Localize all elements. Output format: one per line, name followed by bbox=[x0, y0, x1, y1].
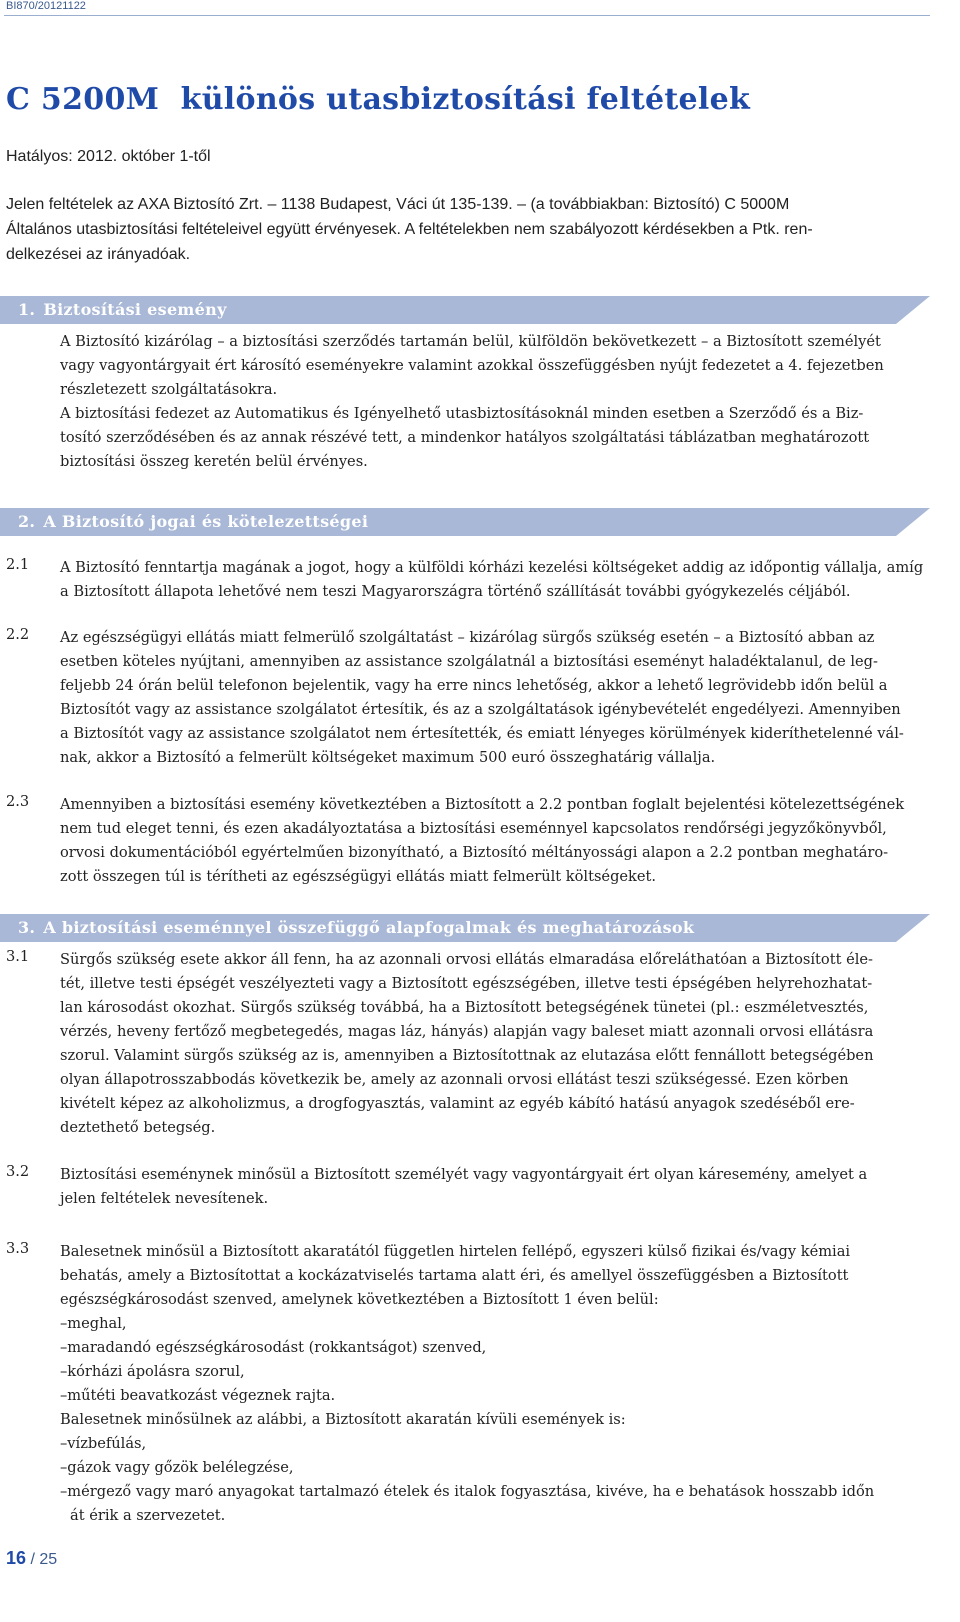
section-header-3 bbox=[0, 914, 960, 942]
intro-line: Általános utasbiztosítási feltételeivel együtt érvényesek. A feltételekben nem szabályozott kérdésekben a Ptk. ren- bbox=[6, 221, 813, 238]
body-line: nem tud eleget tenni, és ezen akadályoztatása a biztosítási eseménnyel kapcsolatos rendőrségi jegyzőkönyvből, bbox=[60, 820, 887, 837]
list-item: –gázok vagy gőzök belélegzése, bbox=[60, 1459, 294, 1476]
body-line: Biztosítót vagy az assistance szolgálatot értesítik, és az a szolgáltatások igénybevételét engedélyezi. Amennyiben bbox=[60, 701, 901, 718]
intro-line: Jelen feltételek az AXA Biztosító Zrt. – 1138 Budapest, Váci út 135-139. – (a továbbiakban: Biztosító) C 5000M bbox=[6, 196, 790, 213]
body-line: deztethető betegség. bbox=[60, 1119, 216, 1136]
body-line: tét, illetve testi épségét veszélyezteti vagy a Biztosított egészségében, illetve testi épségében helyrehozhatat- bbox=[60, 975, 873, 992]
list-item: –műtéti beavatkozást végeznek rajta. bbox=[60, 1387, 336, 1404]
list-item: –maradandó egészségkárosodást (rokkantságot) szenved, bbox=[60, 1339, 487, 1356]
body-line: szorul. Valamint sürgős szükség az is, amennyiben a Biztosítottnak az elutazása előtt fennállott betegségében bbox=[60, 1047, 874, 1064]
body-line: A biztosítási fedezet az Automatikus és Igényelhető utasbiztosításoknál minden esetben a Szerződő és a Biz- bbox=[60, 405, 864, 422]
body-line: lan károsodást okozhat. Sürgős szükség továbbá, ha a Biztosított betegségének tünetei (pl.: eszméletvesztés, bbox=[60, 999, 869, 1016]
body-line: a Biztosítót vagy az assistance szolgálatot nem értesítették, és emiatt lényeges körülmények kideríthetelenné vál- bbox=[60, 725, 904, 742]
paragraph-3-3 bbox=[60, 1240, 930, 1528]
section-1-body bbox=[60, 330, 930, 474]
body-line: A Biztosító fenntartja magának a jogot, hogy a külföldi kórházi kezelési költségeket addig az időpontig vállalja, amíg bbox=[60, 559, 924, 576]
list-item: –vízbefúlás, bbox=[60, 1435, 147, 1452]
section-header-2 bbox=[0, 508, 960, 536]
para-number: 2.2 bbox=[6, 626, 30, 643]
body-line: Biztosítási eseménynek minősül a Biztosított személyét vagy vagyontárgyait ért olyan káresemény, amelyet a bbox=[60, 1166, 868, 1183]
body-line: Az egészségügyi ellátás miatt felmerülő szolgáltatást – kizárólag sürgős szükség esetén – a Biztosító abban az bbox=[60, 629, 875, 646]
page-separator: / bbox=[26, 1551, 40, 1568]
body-line: feljebb 24 órán belül telefonon bejelentik, vagy ha erre nincs lehetőség, akkor a lehető legrövidebb időn belül a bbox=[60, 677, 888, 694]
document-code: BI870/20121122 bbox=[6, 0, 86, 12]
para-number: 3.1 bbox=[6, 948, 30, 965]
body-line: vérzés, heveny fertőző megbetegedés, magas láz, hányás) alapján vagy baleset miatt azonnali orvosi ellátásra bbox=[60, 1023, 874, 1040]
list-item-continuation: át érik a szervezetet. bbox=[70, 1507, 226, 1524]
body-line: Balesetnek minősülnek az alábbi, a Biztosított akaratán kívüli események is: bbox=[60, 1411, 626, 1428]
section-title: Biztosítási esemény bbox=[43, 300, 227, 319]
current-page-number: 16 bbox=[6, 1548, 27, 1568]
para-number: 2.1 bbox=[6, 556, 30, 573]
body-line: zott összegen túl is térítheti az egészségügyi ellátás miatt felmerült költségeket. bbox=[60, 868, 657, 885]
total-pages: 25 bbox=[39, 1551, 58, 1568]
paragraph-2-2 bbox=[60, 626, 930, 770]
section-number: 1. bbox=[18, 300, 36, 319]
paragraph-3-2 bbox=[60, 1163, 930, 1211]
body-line: esetben köteles nyújtani, amennyiben az assistance szolgálatnál a biztosítási eseményt haladéktalanul, de leg- bbox=[60, 653, 878, 670]
body-line: egészségkárosodást szenved, amelynek következtében a Biztosított 1 éven belül: bbox=[60, 1291, 659, 1308]
list-item: –kórházi ápolásra szorul, bbox=[60, 1363, 245, 1380]
top-rule bbox=[4, 15, 930, 16]
body-line: jelen feltételek nevesítenek. bbox=[60, 1190, 269, 1207]
section-number: 3. bbox=[18, 918, 36, 937]
body-line: olyan állapotrosszabbodás következik be, amely az azonnali orvosi ellátást teszi szükségessé. Ezen körben bbox=[60, 1071, 849, 1088]
body-line: biztosítási összeg keretén belül érvényes. bbox=[60, 453, 368, 470]
body-line: a Biztosított állapota lehetővé nem teszi Magyarországra történő szállítását további gyógykezelés céljából. bbox=[60, 583, 851, 600]
intro-line: delkezései az irányadóak. bbox=[6, 246, 191, 263]
para-number: 3.2 bbox=[6, 1163, 30, 1180]
body-line: Balesetnek minősül a Biztosított akaratától független hirtelen fellépő, egyszeri külső fizikai és/vagy kémiai bbox=[60, 1243, 851, 1260]
body-line: nak, akkor a Biztosító a felmerült költségeket maximum 500 euró összeghatárig vállalja. bbox=[60, 749, 716, 766]
paragraph-3-1 bbox=[60, 948, 930, 1140]
effective-date: Hatályos: 2012. október 1-től bbox=[6, 148, 211, 165]
paragraph-2-3 bbox=[60, 793, 930, 889]
intro-paragraph bbox=[6, 192, 930, 267]
body-line: vagy vagyontárgyait ért károsító eseményekre valamint azokkal összefüggésben nyújt fedezetet a 4. fejezetben bbox=[60, 357, 884, 374]
para-number: 2.3 bbox=[6, 793, 30, 810]
document-title: C 5200M különös utasbiztosítási feltételek bbox=[6, 82, 751, 117]
list-item: –mérgező vagy maró anyagokat tartalmazó ételek és italok fogyasztása, kivéve, ha e behatások hosszabb időn bbox=[60, 1483, 875, 1500]
body-line: behatás, amely a Biztosítottat a kockázatviselés tartama alatt éri, és amellyel összefüggésben a Biztosított bbox=[60, 1267, 849, 1284]
body-line: A Biztosító kizárólag – a biztosítási szerződés tartamán belül, külföldön bekövetkezett – a Biztosított személyét bbox=[60, 333, 881, 350]
section-number: 2. bbox=[18, 512, 36, 531]
para-number: 3.3 bbox=[6, 1240, 30, 1257]
list-item: –meghal, bbox=[60, 1315, 127, 1332]
section-header-1 bbox=[0, 296, 960, 324]
body-line: Sürgős szükség esete akkor áll fenn, ha az azonnali orvosi ellátás elmaradása előreláthatóan a Biztosított éle- bbox=[60, 951, 873, 968]
body-line: kivételt képez az alkoholizmus, a drogfogyasztás, valamint az egyéb kábító hatású anyagok szedéséből ere- bbox=[60, 1095, 855, 1112]
body-line: orvosi dokumentációból egyértelműen bizonyítható, a Biztosító méltányossági alapon a 2.2 pontban meghatáro- bbox=[60, 844, 889, 861]
section-title: A biztosítási eseménnyel összefüggő alapfogalmak és meghatározások bbox=[43, 918, 695, 937]
body-line: részletezett szolgáltatásokra. bbox=[60, 381, 278, 398]
body-line: tosító szerződésében és az annak részévé tett, a mindenkor hatályos szolgáltatási táblázatban meghatározott bbox=[60, 429, 870, 446]
section-title: A Biztosító jogai és kötelezettségei bbox=[43, 512, 369, 531]
body-line: Amennyiben a biztosítási esemény következtében a Biztosított a 2.2 pontban foglalt bejelentési kötelezettségének bbox=[60, 796, 905, 813]
page-footer bbox=[6, 1548, 57, 1569]
paragraph-2-1 bbox=[60, 556, 930, 604]
